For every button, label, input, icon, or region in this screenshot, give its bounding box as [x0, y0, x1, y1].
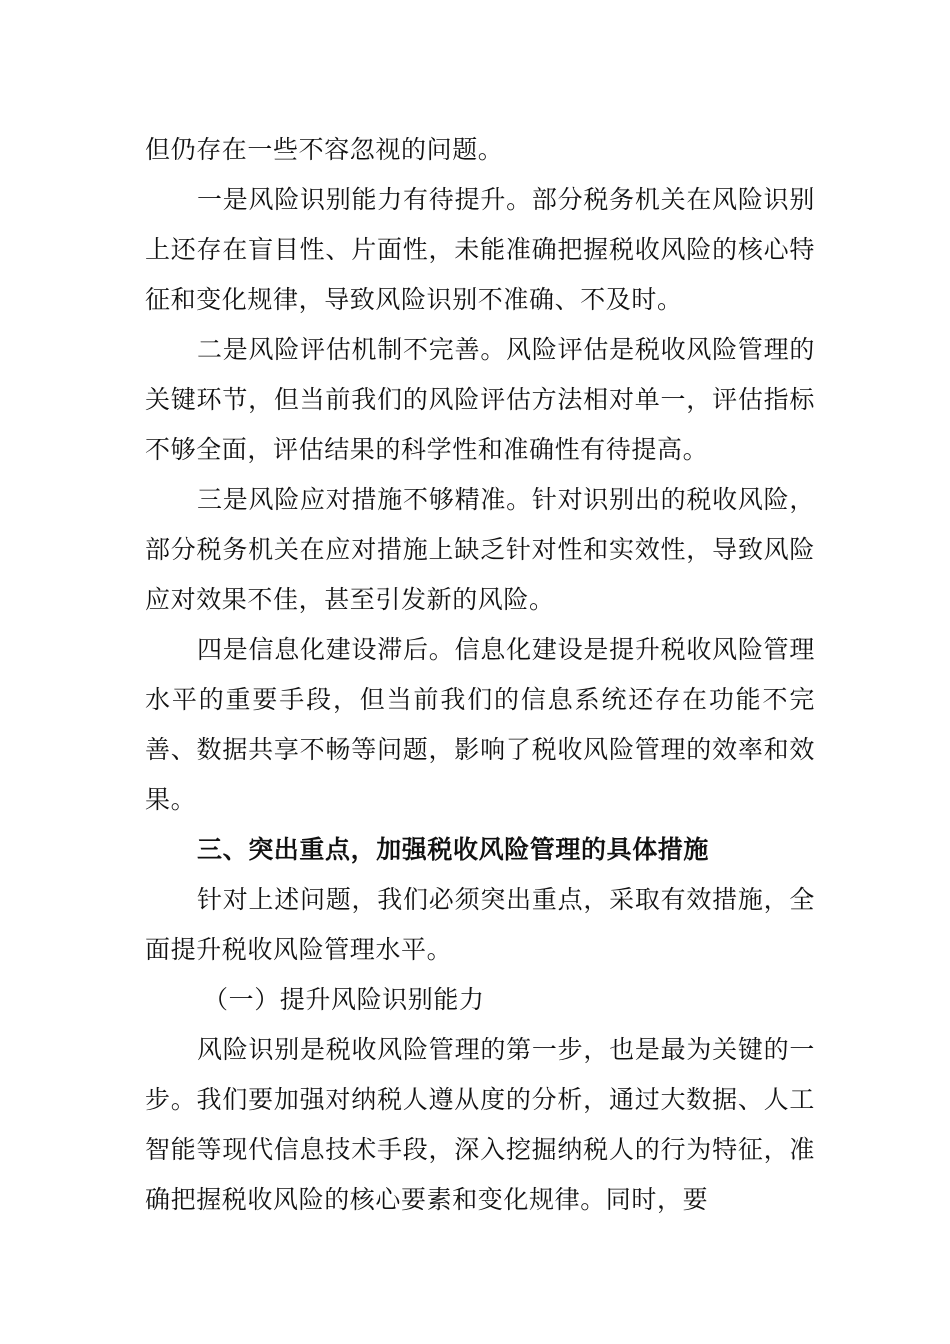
paragraph-risk-assessment-issue: 二是风险评估机制不完善。风险评估是税收风险管理的关键环节，但当前我们的风险评估方法相对单一，评估指标不够全面，评估结果的科学性和准确性有待提高。	[145, 335, 815, 464]
paragraph-informatization-issue: 四是信息化建设滞后。信息化建设是提升税收风险管理水平的重要手段，但当前我们的信息系统还存在功能不完善、数据共享不畅等问题，影响了税收风险管理的效率和效果。	[145, 635, 815, 814]
paragraph-risk-response-issue: 三是风险应对措施不够精准。针对识别出的税收风险，部分税务机关在应对措施上缺乏针对性和实效性，导致风险应对效果不佳，甚至引发新的风险。	[145, 485, 815, 614]
section-heading-three: 三、突出重点，加强税收风险管理的具体措施	[197, 835, 710, 864]
paragraph-risk-identification-issue: 一是风险识别能力有待提升。部分税务机关在风险识别上还存在盲目性、片面性，未能准确把握税收风险的核心特征和变化规律，导致风险识别不准确、不及时。	[145, 185, 815, 314]
subsection-heading-one: （一）提升风险识别能力	[203, 985, 485, 1014]
document-body	[145, 125, 815, 1225]
paragraph-section-intro: 针对上述问题，我们必须突出重点，采取有效措施，全面提升税收风险管理水平。	[145, 885, 815, 964]
paragraph-risk-identification-measures: 风险识别是税收风险管理的第一步，也是最为关键的一步。我们要加强对纳税人遵从度的分析，通过大数据、人工智能等现代信息技术手段，深入挖掘纳税人的行为特征，准确把握税收风险的核心要素和变化规律。同时，要	[145, 1035, 815, 1214]
paragraph-continuation: 但仍存在一些不容忽视的问题。	[145, 135, 504, 164]
